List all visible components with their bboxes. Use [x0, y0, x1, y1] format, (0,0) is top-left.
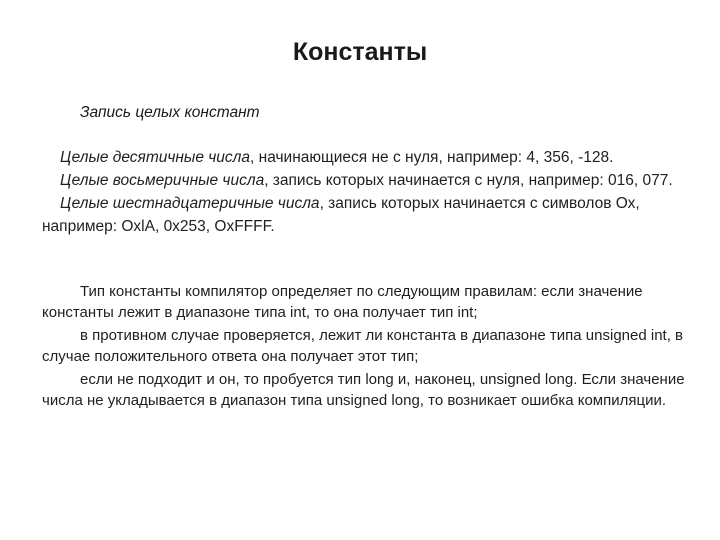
integer-type-octal [42, 169, 692, 192]
term-hex: Целые шестнадцатеричные числа [60, 195, 320, 212]
desc-octal: , запись которых начинается с нуля, например: 016, 077. [264, 172, 673, 189]
rule-paragraph: Тип константы компилятор определяет по следующим правилам: если значение константы лежит в диапазоне типа int, то она получает тип int; [42, 283, 643, 321]
integer-type-hex [42, 192, 692, 238]
integer-types-list [42, 146, 692, 238]
term-octal: Целые восьмеричные числа [60, 172, 265, 189]
type-rules [42, 282, 697, 414]
term-decimal: Целые десятичные числа [60, 149, 251, 166]
integer-type-decimal [42, 146, 692, 169]
slide-title: Константы [292, 38, 428, 66]
rule-paragraph: если не подходит и он, то пробуется тип long и, наконец, unsigned long. Если значение числа не укладывается в диапазон типа unsigned long, то возникает ошибка компиляции. [42, 371, 685, 409]
desc-decimal: , начинающиеся не с нуля, например: 4, 356, -128. [250, 149, 614, 166]
rule-paragraph: в противном случае проверяется, лежит ли константа в диапазоне типа unsigned int, в случае положительного ответа она получает этот тип; [42, 327, 684, 365]
slide-subtitle: Запись целых констант [80, 104, 260, 121]
desc-hex: , запись которых начинается с символов Ох, например: OxlA, 0x253, OxFFFF. [42, 195, 640, 235]
